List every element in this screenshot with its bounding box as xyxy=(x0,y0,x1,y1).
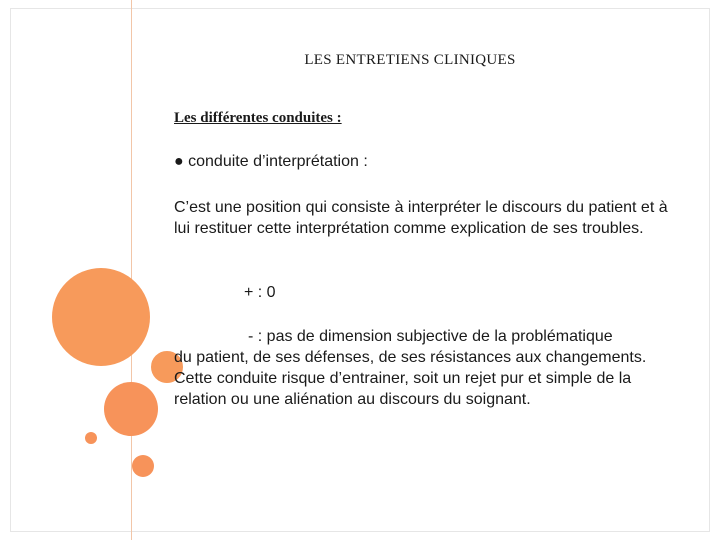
bullet-item xyxy=(174,153,368,171)
decorative-circle-large xyxy=(52,268,150,366)
plus-rating: + : 0 xyxy=(244,284,276,301)
bullet-text: conduite d’interprétation : xyxy=(188,153,368,170)
decorative-circle-small xyxy=(132,455,154,477)
minus-rest: du patient, de ses défenses, de ses résistances aux changements. Cette conduite risque d’entrainer, soit un rejet pur et simple de la relation ou une aliénation au discours du soignant. xyxy=(174,349,647,408)
slide-title: LES ENTRETIENS CLINIQUES xyxy=(304,52,516,68)
section-subtitle: Les différentes conduites : xyxy=(174,110,342,126)
decorative-circle-tiny xyxy=(85,432,97,444)
minus-paragraph xyxy=(174,326,674,410)
bullet-icon: ● xyxy=(174,153,184,170)
minus-lead: - : pas de dimension subjective de la problématique xyxy=(248,328,613,345)
decorative-vertical-line xyxy=(131,0,132,540)
decorative-circle-medium xyxy=(104,382,158,436)
definition-paragraph: C’est une position qui consiste à interpréter le discours du patient et à lui restituer cette interprétation comme explication de ses troubles. xyxy=(174,199,668,237)
